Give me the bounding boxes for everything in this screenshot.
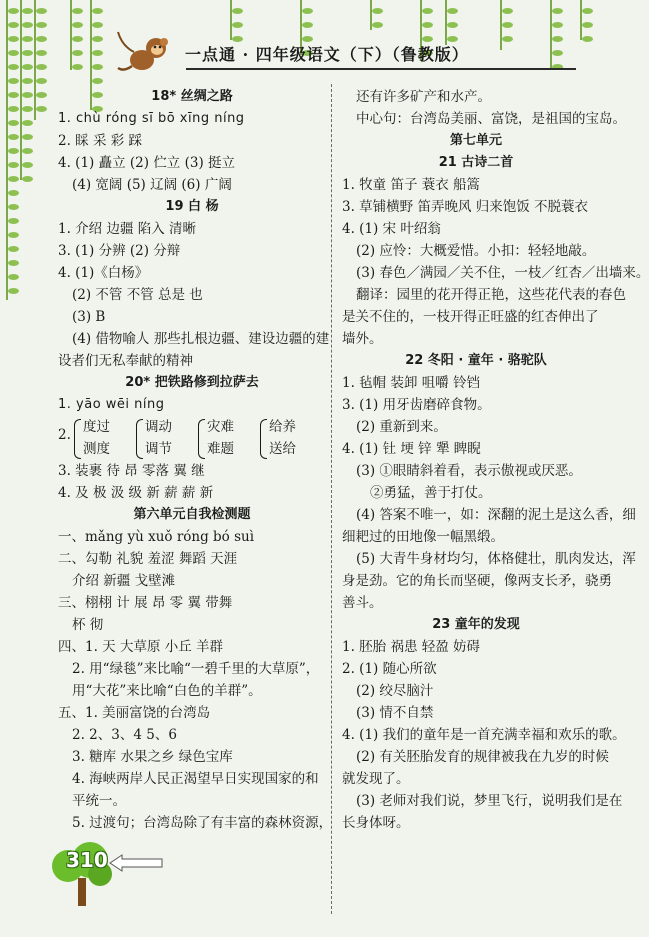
- leaf-icon: [8, 148, 19, 154]
- answer-line: (3) 春色／满园／关不住，一枝／红杏／出墙来。: [356, 265, 649, 281]
- question-number: 2.: [58, 427, 71, 443]
- answer-line: (3) 情不自禁: [356, 705, 434, 721]
- section-heading: 19 白 杨: [165, 199, 219, 214]
- vine: [230, 0, 232, 40]
- leaf-icon: [72, 64, 83, 70]
- answer-word: 度过: [83, 419, 110, 435]
- leaf-icon: [8, 288, 19, 294]
- leaf-icon: [8, 190, 19, 196]
- answer-word: 调动: [145, 419, 172, 435]
- answer-line: (2) 应怜：大概爱惜。小扣：轻轻地敲。: [356, 243, 596, 259]
- leaf-icon: [92, 50, 103, 56]
- answer-line: 4. (1) 钍 埂 锌 犟 睥睨: [342, 441, 481, 457]
- leaf-icon: [447, 8, 458, 14]
- page-header: [0, 0, 600, 80]
- leaf-icon: [8, 8, 19, 14]
- answer-line: (2) 有关胚胎发育的规律被我在九岁的时候: [356, 749, 609, 765]
- answer-line: 五、1. 美丽富饶的台湾岛: [58, 705, 211, 721]
- page-number: 310: [66, 848, 108, 872]
- leaf-icon: [447, 22, 458, 28]
- answer-line: (2) 重新到来。: [356, 419, 447, 435]
- leaf-icon: [72, 22, 83, 28]
- answer-line: 3. 糖库 水果之乡 绿色宝库: [72, 749, 233, 765]
- section-heading: 第六单元自我检测题: [133, 507, 251, 522]
- answer-line: 一、mǎng yù xuǒ róng bó suì: [58, 529, 255, 545]
- leaf-icon: [36, 36, 47, 42]
- answer-line: 就发现了。: [342, 771, 410, 787]
- answer-line: 3. (1) 分辨 (2) 分辩: [58, 243, 181, 259]
- answer-line: (5) 大青牛身材均匀，体格健壮，肌肉发达，浑: [356, 551, 636, 567]
- brace-mark: [260, 419, 267, 459]
- leaf-icon: [72, 8, 83, 14]
- answer-line: 身是劲。它的角长而坚硬，像两支长矛，骁勇: [342, 573, 612, 589]
- leaf-icon: [36, 50, 47, 56]
- leaf-icon: [72, 36, 83, 42]
- answer-line: 5. 过渡句；台湾岛除了有丰富的森林资源，: [72, 815, 333, 831]
- leaf-icon: [36, 92, 47, 98]
- answer-line: 用“大花”来比喻“白色的羊群”。: [72, 683, 262, 699]
- leaf-icon: [22, 36, 33, 42]
- left-column: [58, 86, 333, 834]
- answer-line: 1. 胚胎 祸患 轻盈 妨碍: [342, 639, 481, 655]
- answer-line: 墙外。: [342, 331, 383, 347]
- answer-word: 难题: [207, 441, 234, 457]
- vine: [34, 0, 36, 120]
- answer-line: 2. 睬 采 彩 踩: [58, 133, 143, 149]
- monkey-icon: [108, 30, 170, 76]
- brace-mark: [136, 419, 143, 459]
- arrow-left-icon: [110, 853, 162, 873]
- answer-line: (3) ①眼睛斜着看，表示傲视或厌恶。: [356, 463, 582, 479]
- leaf-icon: [8, 22, 19, 28]
- section-heading: 22 冬阳 · 童年 · 骆驼队: [405, 353, 547, 368]
- leaf-icon: [552, 22, 563, 28]
- leaf-icon: [8, 92, 19, 98]
- leaf-icon: [502, 22, 513, 28]
- leaf-icon: [302, 22, 313, 28]
- leaf-icon: [582, 22, 593, 28]
- leaf-icon: [422, 22, 433, 28]
- answer-line: 善斗。: [342, 595, 383, 611]
- section-heading: 20* 把铁路修到拉萨去: [125, 375, 259, 390]
- answer-line: 3. (1) 用牙齿磨碎食物。: [342, 397, 491, 413]
- leaf-icon: [22, 22, 33, 28]
- section-heading: 第七单元: [449, 133, 502, 148]
- leaf-icon: [92, 36, 103, 42]
- leaf-icon: [36, 8, 47, 14]
- header-rule: [186, 68, 576, 70]
- leaf-icon: [8, 162, 19, 168]
- leaf-icon: [22, 50, 33, 56]
- leaf-icon: [92, 8, 103, 14]
- answer-line: 2. (1) 随心所欲: [342, 661, 437, 677]
- answer-word: 送给: [269, 441, 296, 457]
- answer-line: 2. 用“绿毯”来比喻“一碧千里的大草原”，: [72, 661, 320, 677]
- leaf-icon: [8, 260, 19, 266]
- leaf-icon: [8, 232, 19, 238]
- bracket-pair: [74, 416, 136, 460]
- leaf-icon: [92, 64, 103, 70]
- leaf-icon: [22, 78, 33, 84]
- leaf-icon: [8, 274, 19, 280]
- answer-line: 4. 及 极 汲 级 新 薪 薪 新: [58, 485, 214, 501]
- vine: [20, 0, 22, 180]
- answer-line: 设者们无私奉献的精神: [58, 353, 193, 369]
- leaf-icon: [8, 64, 19, 70]
- leaf-icon: [582, 36, 593, 42]
- section-heading: 18* 丝绸之路: [151, 89, 233, 104]
- leaf-icon: [582, 8, 593, 14]
- leaf-icon: [8, 50, 19, 56]
- answer-line: 三、栩栩 计 展 昂 零 翼 带舞: [58, 595, 233, 611]
- leaf-icon: [8, 120, 19, 126]
- leaf-icon: [8, 106, 19, 112]
- leaf-icon: [8, 246, 19, 252]
- answer-line: (3) 老师对我们说，梦里飞行，说明我们是在: [356, 793, 623, 809]
- leaf-icon: [36, 22, 47, 28]
- answer-word: 测度: [83, 441, 110, 457]
- leaf-icon: [302, 8, 313, 14]
- brace-mark: [74, 419, 81, 459]
- answer-line: 4. 海峡两岸人民正渴望早日实现国家的和: [72, 771, 319, 787]
- answer-line: (4) 借物喻人 那些扎根边疆、建设边疆的建: [72, 331, 330, 347]
- answer-line: 还有许多矿产和水产。: [356, 89, 491, 105]
- book-title: 一点通 · 四年级语文（下）（鲁教版）: [185, 45, 469, 64]
- answer-line: 4. (1) 矗立 (2) 伫立 (3) 挺立: [58, 155, 235, 171]
- bracket-pair: [136, 416, 198, 460]
- answer-word: 调节: [145, 441, 172, 457]
- leaf-icon: [22, 120, 33, 126]
- answer-line: 翻译：园里的花开得正艳，这些花代表的春色: [356, 287, 626, 303]
- leaf-icon: [36, 64, 47, 70]
- bracket-pair: [260, 416, 322, 460]
- answer-line: 是关不住的，一枝开得正旺盛的红杏伸出了: [342, 309, 599, 325]
- leaf-icon: [8, 204, 19, 210]
- leaf-icon: [232, 22, 243, 28]
- leaf-icon: [22, 148, 33, 154]
- leaf-icon: [22, 134, 33, 140]
- section-heading: 23 童年的发现: [432, 617, 520, 632]
- leaf-icon: [36, 106, 47, 112]
- answer-word: 给养: [269, 419, 296, 435]
- answer-line: 1. 介绍 边疆 陷入 清晰: [58, 221, 197, 237]
- answer-line: 1. yāo wēi níng: [58, 397, 165, 412]
- section-heading: 21 古诗二首: [438, 155, 514, 170]
- answer-line: 1. 牧童 笛子 蓑衣 船篙: [342, 177, 481, 193]
- leaf-icon: [8, 218, 19, 224]
- leaf-icon: [92, 22, 103, 28]
- answer-line: (2) 绞尽脑汁: [356, 683, 434, 699]
- answer-line: 3. 装裹 待 昂 零落 翼 继: [58, 463, 205, 479]
- leaf-icon: [422, 8, 433, 14]
- answer-line: 4. (1) 宋 叶绍翁: [342, 221, 441, 237]
- answer-line: ②勇猛，善于打仗。: [370, 485, 492, 501]
- leaf-icon: [502, 8, 513, 14]
- answer-line: 杯 彻: [72, 617, 104, 633]
- leaf-icon: [372, 22, 383, 28]
- answer-line: 4. (1) 我们的童年是一首充满幸福和欢乐的歌。: [342, 727, 626, 743]
- leaf-icon: [92, 78, 103, 84]
- answer-line: 4. (1)《白杨》: [58, 265, 149, 281]
- leaf-icon: [36, 78, 47, 84]
- answer-word: 灾难: [207, 419, 234, 435]
- leaf-icon: [72, 50, 83, 56]
- answer-line: 中心句：台湾岛美丽、富饶，是祖国的宝岛。: [356, 111, 626, 127]
- leaf-icon: [22, 162, 33, 168]
- answer-line: 1. chù róng sī bō xīng níng: [58, 111, 245, 126]
- answer-line: (4) 宽阔 (5) 辽阔 (6) 广阔: [72, 177, 232, 193]
- leaf-icon: [22, 176, 33, 182]
- leaf-icon: [552, 8, 563, 14]
- answer-line: 细耙过的田地像一幅黑缎。: [342, 529, 504, 545]
- leaf-icon: [8, 78, 19, 84]
- leaf-icon: [8, 176, 19, 182]
- leaf-icon: [372, 8, 383, 14]
- brace-mark: [198, 419, 205, 459]
- answer-line: 2. 2、3、4 5、6: [72, 727, 177, 743]
- leaf-icon: [22, 64, 33, 70]
- leaf-icon: [22, 92, 33, 98]
- answer-line: (2) 不管 不管 总是 也: [72, 287, 203, 303]
- bracket-answer-group: [58, 416, 326, 460]
- answer-line: 3. 草铺横野 笛弄晚风 归来饱饭 不脱蓑衣: [342, 199, 589, 215]
- answer-line: 平统一。: [72, 793, 126, 809]
- bracket-pair: [198, 416, 260, 460]
- right-column: [342, 86, 649, 834]
- answer-line: 四、1. 天 大草原 小丘 羊群: [58, 639, 224, 655]
- vine: [580, 0, 582, 40]
- leaf-icon: [22, 106, 33, 112]
- column-divider: [331, 84, 332, 914]
- answer-line: (3) B: [72, 309, 106, 325]
- answer-line: 长身体呀。: [342, 815, 410, 831]
- answer-line: 二、勾勒 礼貌 羞涩 舞蹈 天涯: [58, 551, 238, 567]
- answer-line: 介绍 新疆 戈壁滩: [72, 573, 176, 589]
- leaf-icon: [8, 36, 19, 42]
- answer-line: (4) 答案不唯一，如：深翻的泥土是这么香，细: [356, 507, 636, 523]
- leaf-icon: [232, 8, 243, 14]
- answer-line: 1. 毡帽 装卸 咀嚼 铃铛: [342, 375, 481, 391]
- leaf-icon: [8, 134, 19, 140]
- leaf-icon: [22, 8, 33, 14]
